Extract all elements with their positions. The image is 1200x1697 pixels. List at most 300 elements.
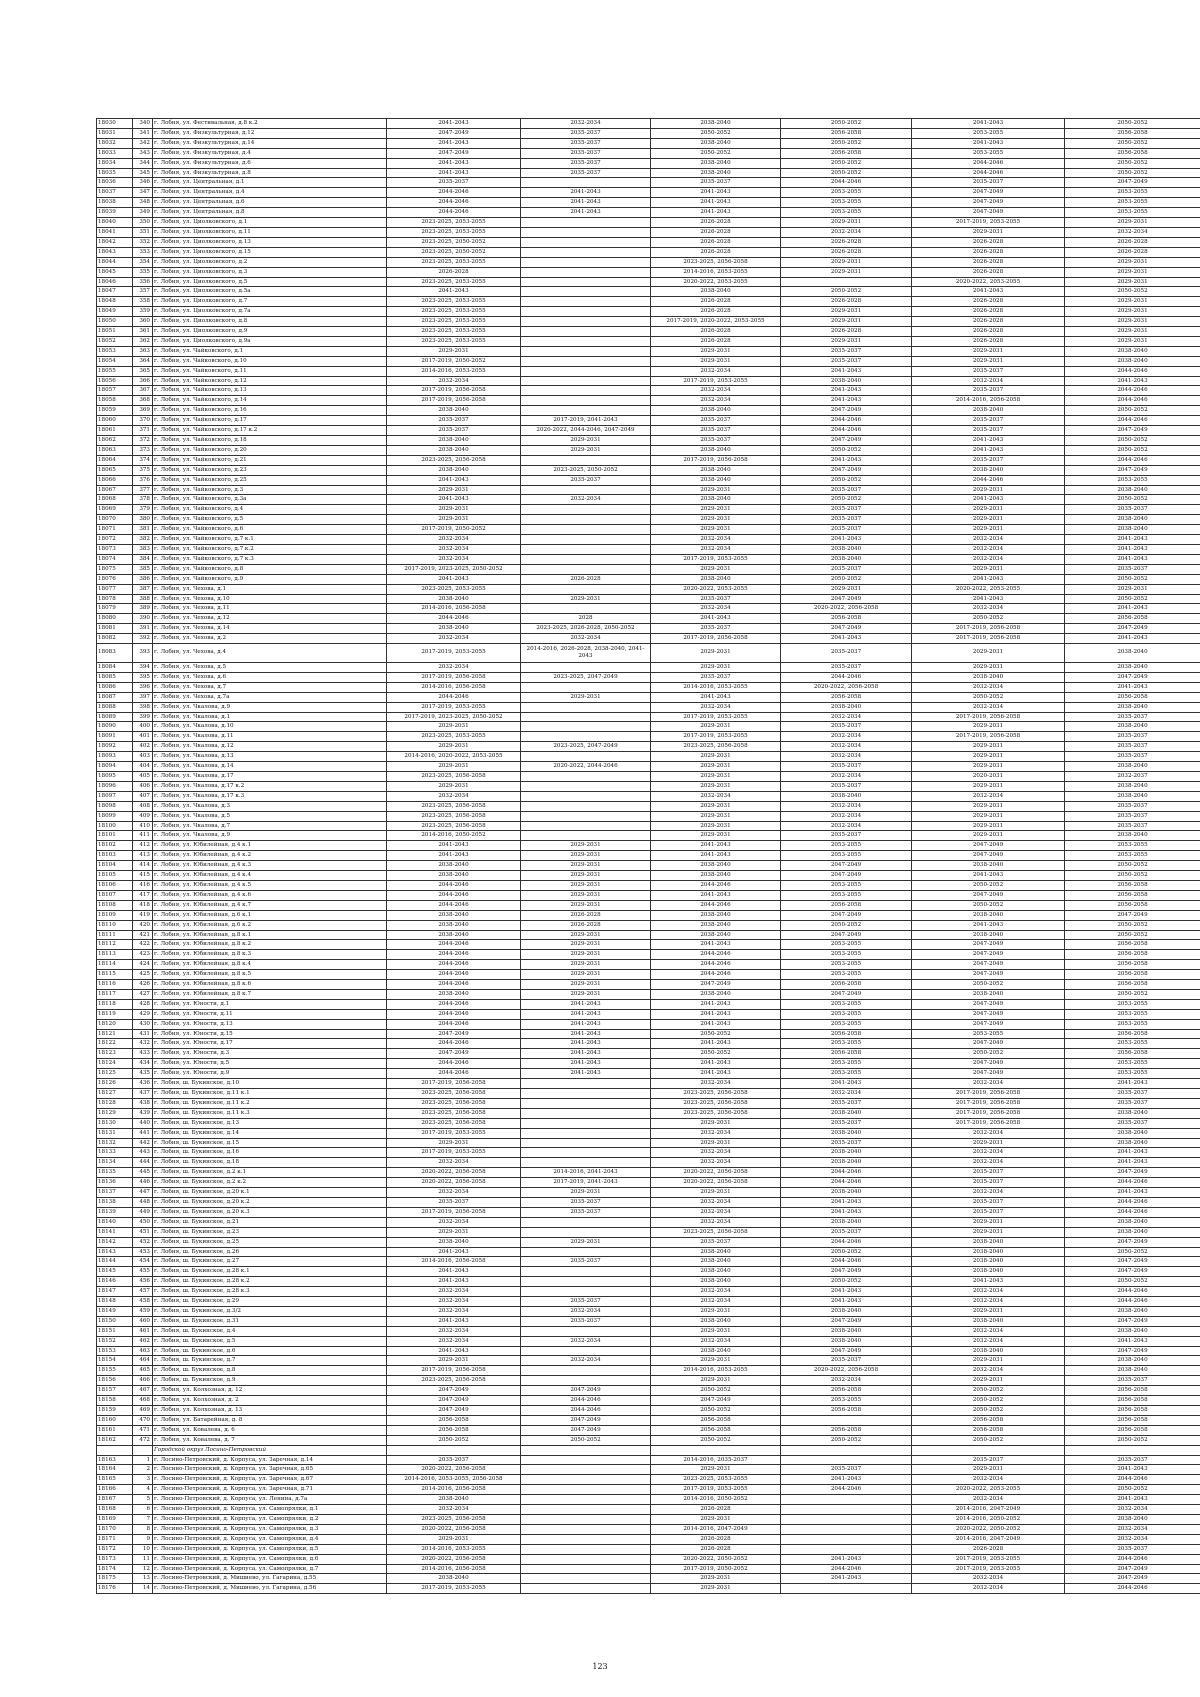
cell-row-code: 18159 [97, 1406, 133, 1416]
cell-address: г. Лобня, ул. Юбилейная, д.4 к.3 [153, 861, 387, 871]
cell-period-col-6: 2041-2043 [1065, 604, 1200, 614]
cell-row-code: 18155 [97, 1366, 133, 1376]
cell-period-col-6: 2044-2046 [1065, 416, 1200, 426]
table-row [97, 1475, 1200, 1485]
cell-period-col-4: 2050-2052 [781, 287, 912, 297]
cell-period-col-5: 2029-2031 [912, 831, 1065, 841]
cell-period-col-5: 2038-2040 [912, 672, 1065, 682]
cell-row-index: 374 [133, 455, 153, 465]
cell-address: г. Лобня, ул. Чайковского, д.7 к.1 [153, 535, 387, 545]
cell-row-code: 18114 [97, 960, 133, 970]
cell-row-code: 18062 [97, 436, 133, 446]
table-row [97, 1237, 1200, 1247]
table-row [97, 742, 1200, 752]
cell-period-col-2 [521, 327, 651, 337]
cell-period-col-1: 2032-2034 [387, 1217, 521, 1227]
cell-period-col-1: 2038-2040 [387, 861, 521, 871]
cell-address: г. Лобня, ул. Чайковского, д.21 [153, 455, 387, 465]
cell-period-col-6: 2050-2052 [1065, 119, 1200, 129]
cell-period-col-6: 2029-2031 [1065, 336, 1200, 346]
cell-period-col-2: 2032-2034 [521, 119, 651, 129]
cell-row-code: 18120 [97, 1019, 133, 1029]
cell-period-col-3: 2014-2016, 2047-2049 [651, 1524, 781, 1534]
cell-period-col-5: 2035-2037 [912, 455, 1065, 465]
cell-period-col-2: 2044-2046 [521, 1396, 651, 1406]
cell-period-col-1: 2038-2040 [387, 594, 521, 604]
cell-period-col-4: 2035-2037 [781, 831, 912, 841]
cell-period-col-2 [521, 1098, 651, 1108]
cell-period-col-4 [781, 1445, 912, 1455]
cell-address: г. Лобня, ш. Букинское, д.11 к.1 [153, 1089, 387, 1099]
cell-period-col-5: 2050-2052 [912, 1049, 1065, 1059]
table-row [97, 1039, 1200, 1049]
cell-row-index: 458 [133, 1297, 153, 1307]
cell-period-col-2: 2041-2043 [521, 1069, 651, 1079]
cell-period-col-3: 2038-2040 [651, 1257, 781, 1267]
cell-row-index: 345 [133, 168, 153, 178]
cell-period-col-1: 2041-2043 [387, 841, 521, 851]
cell-period-col-2 [521, 1227, 651, 1237]
cell-period-col-6: 2053-2055 [1065, 999, 1200, 1009]
cell-period-col-6: 2032-2034 [1065, 1534, 1200, 1544]
cell-period-col-6: 2050-2052 [1065, 495, 1200, 505]
cell-row-index: 470 [133, 1415, 153, 1425]
cell-period-col-2 [521, 525, 651, 535]
cell-address: г. Лобня, ул. Чайковского, д.12 [153, 376, 387, 386]
cell-period-col-4: 2044-2046 [781, 416, 912, 426]
cell-address: г. Лобня, ул. Чехова, д.11 [153, 604, 387, 614]
cell-period-col-1: 2029-2031 [387, 762, 521, 772]
cell-period-col-6: 2056-2058 [1065, 1415, 1200, 1425]
cell-row-index: 401 [133, 732, 153, 742]
cell-address: г. Лобня, ул. Циолковского, д.7а [153, 307, 387, 317]
cell-period-col-5: 2038-2040 [912, 989, 1065, 999]
cell-row-index: 405 [133, 772, 153, 782]
cell-address: г. Лобня, ш. Букинское, д.10 [153, 1079, 387, 1089]
cell-period-col-1: 2032-2034 [387, 376, 521, 386]
cell-period-col-6: 2041-2043 [1065, 554, 1200, 564]
cell-period-col-3: 2050-2052 [651, 128, 781, 138]
cell-row-code: 18080 [97, 614, 133, 624]
cell-row-code: 18128 [97, 1098, 133, 1108]
cell-period-col-2 [521, 1138, 651, 1148]
cell-period-col-2 [521, 1524, 651, 1534]
cell-address: г. Лобня, ул. Чайковского, д.13 [153, 386, 387, 396]
cell-row-code: 18145 [97, 1267, 133, 1277]
table-row [97, 861, 1200, 871]
cell-period-col-6: 2050-2052 [1065, 871, 1200, 881]
cell-row-index: 362 [133, 336, 153, 346]
table-row [97, 1019, 1200, 1029]
cell-row-code: 18156 [97, 1376, 133, 1386]
cell-period-col-2 [521, 732, 651, 742]
cell-period-col-2: 2032-2034 [521, 1356, 651, 1366]
cell-period-col-4: 2029-2031 [781, 257, 912, 267]
cell-period-col-6: 2047-2049 [1065, 672, 1200, 682]
cell-row-index: 1 [133, 1455, 153, 1465]
cell-period-col-6: 2050-2052 [1065, 158, 1200, 168]
cell-period-col-5: 2017-2019, 2056-2058 [912, 1089, 1065, 1099]
cell-row-code: 18095 [97, 772, 133, 782]
cell-address: г. Лобня, ул. Чехова, д.14 [153, 624, 387, 634]
cell-period-col-2: 2035-2037 [521, 1197, 651, 1207]
table-row [97, 1564, 1200, 1574]
cell-period-col-1: 2038-2040 [387, 1237, 521, 1247]
cell-period-col-2 [521, 267, 651, 277]
cell-row-code: 18043 [97, 247, 133, 257]
cell-period-col-5: 2026-2028 [912, 297, 1065, 307]
cell-period-col-1: 2047-2049 [387, 1049, 521, 1059]
cell-address: г. Лобня, ул. Юбилейная, д.8 к.5 [153, 970, 387, 980]
cell-address: г. Лобня, ул. Циолковского, д.11 [153, 227, 387, 237]
cell-row-code: 18100 [97, 821, 133, 831]
cell-period-col-4: 2020-2022, 2056-2058 [781, 1366, 912, 1376]
cell-period-col-1: 2056-2058 [387, 1415, 521, 1425]
cell-row-code: 18105 [97, 871, 133, 881]
cell-period-col-6: 2050-2052 [1065, 168, 1200, 178]
table-row [97, 445, 1200, 455]
cell-row-code: 18096 [97, 781, 133, 791]
cell-period-col-4: 2038-2040 [781, 791, 912, 801]
cell-period-col-3: 2029-2031 [651, 801, 781, 811]
cell-period-col-4: 2047-2049 [781, 594, 912, 604]
table-row [97, 138, 1200, 148]
cell-row-index: 12 [133, 1564, 153, 1574]
cell-period-col-3: 2023-2025, 2056-2058 [651, 742, 781, 752]
cell-period-col-4: 2053-2055 [781, 999, 912, 1009]
cell-period-col-3: 2023-2025, 2056-2058 [651, 1089, 781, 1099]
cell-period-col-4 [781, 1415, 912, 1425]
cell-address: г. Лобня, ул. Юбилейная, д.8 к.7 [153, 989, 387, 999]
cell-period-col-4: 2038-2040 [781, 702, 912, 712]
cell-address: г. Лосино-Петровский, д. Корпуса, ул. Самопрялки, д.4 [153, 1534, 387, 1544]
cell-period-col-3: 2032-2034 [651, 1287, 781, 1297]
cell-address: г. Лобня, ул. Чехова, д.1 [153, 584, 387, 594]
cell-period-col-1: 2032-2034 [387, 1297, 521, 1307]
cell-address: г. Лосино-Петровский, д. Корпуса, ул. Ленина, д.7а [153, 1495, 387, 1505]
cell-row-code: 18150 [97, 1316, 133, 1326]
cell-period-col-1: 2020-2022, 2056-2058 [387, 1178, 521, 1188]
cell-period-col-5: 2017-2019, 2056-2058 [912, 732, 1065, 742]
cell-address: г. Лобня, ул. Чкалова, д.12 [153, 742, 387, 752]
cell-row-index: 360 [133, 317, 153, 327]
cell-row-index: 385 [133, 564, 153, 574]
cell-period-col-1: 2041-2043 [387, 1267, 521, 1277]
cell-row-code: 18052 [97, 336, 133, 346]
cell-period-col-4: 2041-2043 [781, 1297, 912, 1307]
cell-period-col-2 [521, 1108, 651, 1118]
cell-period-col-6: 2050-2052 [1065, 445, 1200, 455]
cell-period-col-1: 2017-2019, 2053-2055 [387, 1148, 521, 1158]
cell-period-col-2 [521, 1475, 651, 1485]
table-row [97, 1554, 1200, 1564]
cell-period-col-5: 2017-2019, 2056-2058 [912, 634, 1065, 644]
cell-period-col-1: 2023-2025, 2053-2055 [387, 297, 521, 307]
cell-period-col-1: 2023-2025, 2053-2055 [387, 257, 521, 267]
cell-period-col-2: 2023-2025, 2047-2049 [521, 672, 651, 682]
cell-address: г. Лобня, ул. Циолковского, д.3 [153, 267, 387, 277]
cell-period-col-1: 2023-2025, 2056-2058 [387, 1118, 521, 1128]
cell-address: г. Лобня, ул. Чайковского, д.17 к.2 [153, 426, 387, 436]
cell-address: г. Лосино-Петровский, д. Корпуса, ул. Заречная, д.67 [153, 1475, 387, 1485]
cell-period-col-1: 2035-2037 [387, 1455, 521, 1465]
cell-period-col-1: 2038-2040 [387, 624, 521, 634]
cell-period-col-4: 2053-2055 [781, 1019, 912, 1029]
cell-row-code: 18055 [97, 366, 133, 376]
cell-row-code: 18116 [97, 980, 133, 990]
cell-period-col-6: 2053-2055 [1065, 208, 1200, 218]
cell-period-col-3: 2026-2028 [651, 237, 781, 247]
cell-period-col-6: 2047-2049 [1065, 1574, 1200, 1584]
cell-period-col-1: 2032-2034 [387, 791, 521, 801]
cell-period-col-3: 2029-2031 [651, 356, 781, 366]
cell-address: г. Лобня, ш. Букинское, д.9 [153, 1376, 387, 1386]
cell-period-col-4: 2050-2052 [781, 158, 912, 168]
cell-period-col-6: 2053-2055 [1065, 1039, 1200, 1049]
cell-period-col-1: 2029-2031 [387, 742, 521, 752]
cell-period-col-1: 2044-2046 [387, 614, 521, 624]
cell-period-col-6: 2050-2052 [1065, 1277, 1200, 1287]
cell-period-col-2 [521, 535, 651, 545]
cell-period-col-1: 2023-2025, 2056-2058 [387, 811, 521, 821]
cell-address: г. Лобня, ул. Чайковского, д.18 [153, 436, 387, 446]
cell-row-index: 390 [133, 614, 153, 624]
cell-period-col-3: 2029-2031 [651, 781, 781, 791]
cell-address: г. Лобня, ул. Чайковского, д.3а [153, 495, 387, 505]
cell-period-col-1: 2041-2043 [387, 168, 521, 178]
cell-period-col-4: 2047-2049 [781, 465, 912, 475]
cell-row-code: 18075 [97, 564, 133, 574]
cell-row-code: 18042 [97, 237, 133, 247]
cell-period-col-6: 2044-2046 [1065, 1554, 1200, 1564]
cell-period-col-4: 2047-2049 [781, 624, 912, 634]
table-row [97, 999, 1200, 1009]
register-table-container [96, 118, 1200, 1594]
cell-address: г. Лобня, ш. Букинское, д.7 [153, 1356, 387, 1366]
cell-period-col-1: 2017-2019, 2056-2058 [387, 386, 521, 396]
cell-period-col-3: 2029-2031 [651, 1188, 781, 1198]
cell-row-code: 18082 [97, 634, 133, 644]
cell-row-code: 18137 [97, 1188, 133, 1198]
table-row [97, 1396, 1200, 1406]
table-row [97, 119, 1200, 129]
cell-period-col-5: 2029-2031 [912, 1217, 1065, 1227]
cell-period-col-4: 2032-2034 [781, 732, 912, 742]
cell-period-col-4: 2047-2049 [781, 436, 912, 446]
cell-period-col-4: 2047-2049 [781, 1346, 912, 1356]
cell-address: г. Лобня, ул. Юбилейная, д.8 к.3 [153, 950, 387, 960]
cell-period-col-1: 2017-2019, 2056-2058 [387, 1079, 521, 1089]
table-row [97, 1366, 1200, 1376]
cell-period-col-3: 2047-2049 [651, 1396, 781, 1406]
cell-period-col-1: 2032-2034 [387, 1188, 521, 1198]
cell-row-index [133, 1445, 153, 1455]
cell-row-code: 18047 [97, 287, 133, 297]
cell-period-col-5: 2029-2031 [912, 801, 1065, 811]
table-row [97, 1435, 1200, 1445]
cell-period-col-6: 2041-2043 [1065, 1079, 1200, 1089]
cell-period-col-1: 2023-2025, 2056-2058 [387, 772, 521, 782]
cell-period-col-2 [521, 356, 651, 366]
cell-row-code: 18127 [97, 1089, 133, 1099]
cell-period-col-6: 2053-2055 [1065, 1059, 1200, 1069]
cell-period-col-2: 2029-2031 [521, 970, 651, 980]
cell-period-col-3: 2035-2037 [651, 1237, 781, 1247]
cell-address: г. Лобня, ул. Чехова, д.2 [153, 634, 387, 644]
cell-period-col-3: 2047-2049 [651, 980, 781, 990]
cell-row-code: 18050 [97, 317, 133, 327]
cell-period-col-2: 2029-2031 [521, 841, 651, 851]
cell-row-index: 435 [133, 1069, 153, 1079]
cell-period-col-4: 2050-2052 [781, 138, 912, 148]
cell-period-col-6: 2041-2043 [1065, 376, 1200, 386]
table-row [97, 1584, 1200, 1594]
cell-period-col-6: 2050-2052 [1065, 861, 1200, 871]
cell-period-col-1: 2029-2031 [387, 1227, 521, 1237]
cell-row-index: 440 [133, 1118, 153, 1128]
table-row [97, 980, 1200, 990]
cell-period-col-1: 2041-2043 [387, 1277, 521, 1287]
cell-row-index: 353 [133, 247, 153, 257]
cell-period-col-5: 2017-2019, 2056-2058 [912, 1118, 1065, 1128]
cell-row-index: 400 [133, 722, 153, 732]
cell-period-col-5: 2029-2031 [912, 1227, 1065, 1237]
cell-period-col-6: 2047-2049 [1065, 624, 1200, 634]
cell-period-col-6: 2035-2037 [1065, 1118, 1200, 1128]
cell-period-col-5: 2041-2043 [912, 287, 1065, 297]
cell-period-col-5: 2038-2040 [912, 1247, 1065, 1257]
table-row [97, 1425, 1200, 1435]
cell-period-col-4: 2035-2037 [781, 356, 912, 366]
cell-period-col-2 [521, 584, 651, 594]
table-row [97, 1297, 1200, 1307]
cell-period-col-6: 2044-2046 [1065, 1297, 1200, 1307]
cell-period-col-1: 2044-2046 [387, 890, 521, 900]
cell-period-col-1: 2038-2040 [387, 920, 521, 930]
cell-period-col-4: 2056-2058 [781, 692, 912, 702]
cell-period-col-6: 2056-2058 [1065, 890, 1200, 900]
table-row [97, 1207, 1200, 1217]
cell-address: г. Лобня, ул. Чайковского, д.25 [153, 475, 387, 485]
cell-period-col-3: 2029-2031 [651, 811, 781, 821]
cell-period-col-5: 2035-2037 [912, 416, 1065, 426]
cell-row-index: 356 [133, 277, 153, 287]
cell-period-col-6: 2047-2049 [1065, 1316, 1200, 1326]
cell-address: г. Лобня, ул. Чкалова, д.5 [153, 811, 387, 821]
cell-period-col-5: 2038-2040 [912, 465, 1065, 475]
cell-period-col-5: 2032-2034 [912, 791, 1065, 801]
cell-period-col-4: 2056-2058 [781, 980, 912, 990]
cell-row-code: 18034 [97, 158, 133, 168]
cell-period-col-6: 2029-2031 [1065, 257, 1200, 267]
cell-period-col-3: 2032-2034 [651, 544, 781, 554]
cell-period-col-5: 2020-2022, 2053-2055 [912, 277, 1065, 287]
cell-address: г. Лобня, ш. Букинское, д.18 [153, 1158, 387, 1168]
cell-address: г. Лобня, ул. Циолковского, д.9 [153, 327, 387, 337]
cell-period-col-3: 2017-2019, 2053-2055 [651, 1485, 781, 1495]
cell-period-col-6: 2029-2031 [1065, 317, 1200, 327]
cell-period-col-4: 2047-2049 [781, 1316, 912, 1326]
cell-row-index: 361 [133, 327, 153, 337]
cell-period-col-2 [521, 1505, 651, 1515]
cell-period-col-3: 2032-2034 [651, 1336, 781, 1346]
table-row [97, 692, 1200, 702]
cell-row-code: 18110 [97, 920, 133, 930]
cell-period-col-4: 2038-2040 [781, 554, 912, 564]
cell-period-col-4: 2038-2040 [781, 1128, 912, 1138]
cell-period-col-6: 2056-2058 [1065, 614, 1200, 624]
cell-period-col-2 [521, 1118, 651, 1128]
cell-period-col-6: 2050-2052 [1065, 574, 1200, 584]
cell-address: г. Лобня, ш. Букинское, д.8 [153, 1366, 387, 1376]
cell-row-code: 18077 [97, 584, 133, 594]
table-row [97, 1089, 1200, 1099]
cell-period-col-6: 2053-2055 [1065, 188, 1200, 198]
table-row [97, 1108, 1200, 1118]
cell-period-col-5: 2032-2034 [912, 1297, 1065, 1307]
cell-period-col-4: 2053-2055 [781, 208, 912, 218]
cell-period-col-6: 2056-2058 [1065, 1049, 1200, 1059]
cell-period-col-3: 2044-2046 [651, 880, 781, 890]
table-row [97, 227, 1200, 237]
cell-period-col-1: 2041-2043 [387, 1346, 521, 1356]
cell-period-col-6: 2029-2031 [1065, 277, 1200, 287]
cell-period-col-2 [521, 505, 651, 515]
cell-period-col-2 [521, 1564, 651, 1574]
cell-period-col-5: 2038-2040 [912, 910, 1065, 920]
cell-period-col-5: 2047-2049 [912, 1059, 1065, 1069]
cell-row-code: 18171 [97, 1534, 133, 1544]
cell-address: г. Лобня, ш. Букинское, д.27 [153, 1257, 387, 1267]
cell-row-index: 342 [133, 138, 153, 148]
cell-row-index: 380 [133, 515, 153, 525]
cell-period-col-5: 2041-2043 [912, 138, 1065, 148]
cell-row-code: 18087 [97, 692, 133, 702]
cell-row-code: 18152 [97, 1336, 133, 1346]
cell-period-col-1: 2041-2043 [387, 119, 521, 129]
cell-address: г. Лосино-Петровский, д. Корпуса, ул. Самопрялки, д.1 [153, 1505, 387, 1515]
table-row [97, 900, 1200, 910]
cell-address: г. Лобня, ул. Чайковского, д.8 [153, 564, 387, 574]
cell-period-col-6: 2035-2037 [1065, 801, 1200, 811]
cell-period-col-1: 2038-2040 [387, 930, 521, 940]
cell-period-col-2 [521, 277, 651, 287]
cell-period-col-6: 2038-2040 [1065, 1366, 1200, 1376]
cell-period-col-6: 2038-2040 [1065, 791, 1200, 801]
cell-address: г. Лобня, ул. Фестивальная, д.8 к.2 [153, 119, 387, 129]
cell-row-index: 429 [133, 1009, 153, 1019]
cell-period-col-5: 2047-2049 [912, 851, 1065, 861]
cell-period-col-4: 2044-2046 [781, 1237, 912, 1247]
cell-period-col-2 [521, 1514, 651, 1524]
cell-period-col-2: 2029-2031 [521, 594, 651, 604]
cell-address: г. Лобня, ул. Юности, д.9 [153, 1069, 387, 1079]
cell-row-index: 414 [133, 861, 153, 871]
cell-address: г. Лобня, ш. Букинское, д.21 [153, 1217, 387, 1227]
cell-period-col-1: 2047-2049 [387, 128, 521, 138]
cell-address: г. Лобня, ул. Юбилейная, д.6 к.2 [153, 920, 387, 930]
cell-period-col-2 [521, 455, 651, 465]
cell-period-col-6: 2035-2037 [1065, 712, 1200, 722]
cell-address: г. Лобня, ш. Букинское, д.28 к.2 [153, 1277, 387, 1287]
cell-period-col-4: 2053-2055 [781, 1009, 912, 1019]
table-row [97, 1059, 1200, 1069]
cell-address: г. Лобня, ш. Букинское, д.25 [153, 1237, 387, 1247]
cell-period-col-2: 2020-2022, 2044-2046, 2047-2049 [521, 426, 651, 436]
cell-period-col-3: 2050-2052 [651, 1386, 781, 1396]
cell-row-index: 347 [133, 188, 153, 198]
cell-period-col-4: 2050-2052 [781, 495, 912, 505]
